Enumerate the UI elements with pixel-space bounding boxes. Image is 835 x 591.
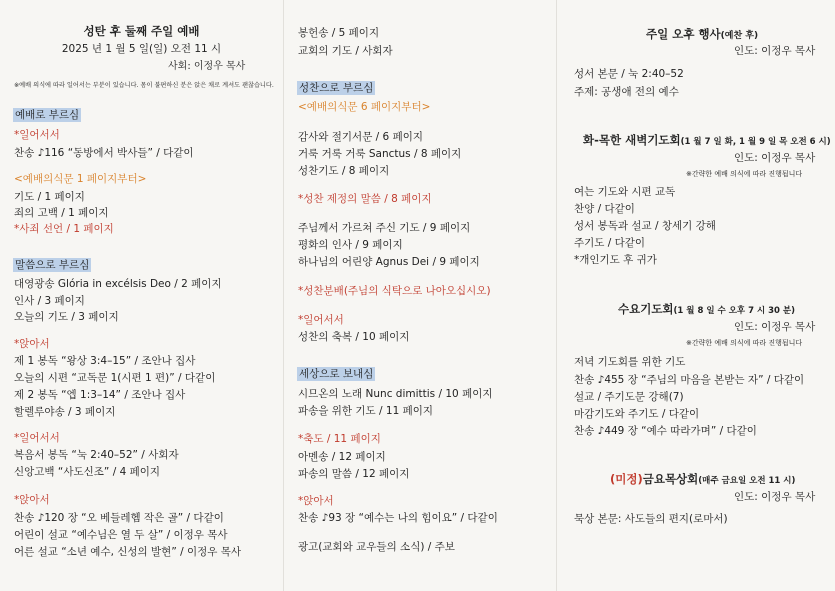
event-title: 화-목한 새벽기도회: [583, 133, 681, 147]
leader: 인도: 이정우 목사: [734, 45, 816, 57]
order-item: 제 1 봉독 “왕상 3:4–15” / 조안나 집사: [14, 355, 196, 367]
text-line: *개인기도 후 귀가: [574, 254, 657, 266]
text-line: 주기도 / 다같이: [574, 237, 646, 249]
order-item: 오늘의 시편 “교독문 1(시편 1 편)” / 다같이: [14, 372, 216, 384]
rubric: *일어서서: [14, 432, 60, 444]
order-item: 성찬기도 / 8 페이지: [298, 165, 390, 177]
order-item: 주님께서 가르쳐 주신 기도 / 9 페이지: [298, 222, 471, 234]
event-subtitle: (1 월 8 일 수 오후 7 시 30 분): [673, 306, 795, 316]
order-item: *사죄 선언 / 1 페이지: [14, 223, 114, 235]
order-item: *축도 / 11 페이지: [298, 433, 381, 445]
text-line: 성서 본문 / 눅 2:40–52: [574, 68, 684, 80]
presider: 사회: 이정우 목사: [168, 61, 246, 72]
event-subtitle: (예찬 후): [720, 31, 759, 41]
order-item: 대영광송 Glória in excélsis Deo / 2 페이지: [14, 278, 222, 290]
rubric: *앉아서: [298, 495, 334, 507]
event-subtitle: (1 월 7 일 화, 1 월 9 일 목 오전 6 시): [680, 137, 831, 147]
text-line: 여는 기도와 시편 교독: [574, 186, 676, 198]
event-heading: [610, 472, 795, 488]
announcements: 광고(교회와 교우들의 소식) / 주보: [298, 541, 455, 553]
hymn: 찬송 ♪455 장 “주님의 마음을 본받는 자” / 다같이: [574, 374, 805, 386]
event-title: 주일 오후 행사: [646, 27, 721, 41]
text-line: 성서 봉독과 설교 / 창세기 강해: [574, 220, 716, 232]
order-item: 파송의 말씀 / 12 페이지: [298, 468, 410, 480]
sermon-children: 어린이 설교 “예수님은 열 두 살” / 이정우 목사: [14, 529, 228, 541]
order-item: 교회의 기도 / 사회자: [298, 45, 393, 57]
event-title: 금요목상회: [642, 472, 699, 486]
event-title: 수요기도회: [618, 302, 674, 316]
order-item: 죄의 고백 / 1 페이지: [14, 207, 109, 219]
rubric: *일어서서: [298, 314, 344, 326]
order-item: 기도 / 1 페이지: [14, 191, 85, 203]
section-heading: 예배로 부르심: [15, 109, 80, 121]
rubric: *앉아서: [14, 494, 50, 506]
fold-line-2: [556, 0, 557, 591]
section-heading: 세상으로 보내심: [299, 368, 374, 380]
hymn: 찬송 ♪120 장 “오 베들레헴 작은 골” / 다같이: [14, 512, 224, 524]
order-item: 봉헌송 / 5 페이지: [298, 27, 380, 39]
order-item: 성찬의 축복 / 10 페이지: [298, 331, 410, 343]
order-item: 아멘송 / 12 페이지: [298, 451, 386, 463]
text-line: 찬양 / 다같이: [574, 203, 635, 215]
text-line: 묵상 본문: 사도들의 편지(로마서): [574, 513, 728, 525]
hymn: 찬송 ♪93 장 “예수는 나의 힘이요” / 다같이: [298, 512, 498, 524]
order-item: 오늘의 기도 / 3 페이지: [14, 311, 119, 323]
event-subtitle: (매주 금요일 오전 11 시): [698, 476, 796, 486]
liturgy-reference: <예배의식문 1 페이지부터>: [14, 173, 147, 185]
order-item: 하나님의 어린양 Agnus Dei / 9 페이지: [298, 256, 480, 268]
event-heading: [583, 133, 831, 149]
event-heading: [618, 302, 795, 318]
service-title: 성탄 후 둘째 주일 예배: [83, 24, 200, 38]
fold-line-1: [283, 0, 284, 591]
liturgy-reference: <예배의식문 6 페이지부터>: [298, 101, 431, 113]
text-line: 마감기도와 주기도 / 다같이: [574, 408, 700, 420]
event-heading: [646, 27, 758, 43]
sermon-adult: 어른 설교 “소년 예수, 신성의 발현” / 이정우 목사: [14, 546, 242, 558]
rubric: *앉아서: [14, 338, 50, 350]
order-item: 인사 / 3 페이지: [14, 295, 85, 307]
section-heading: 성찬으로 부르심: [299, 82, 374, 94]
order-item: 파송을 위한 기도 / 11 페이지: [298, 405, 434, 417]
notice: ※예배 의식에 따라 일어서는 부분이 있습니다. 몸이 불편하신 분은 앉은 채로 계셔도 괜찮습니다.: [14, 82, 274, 89]
order-item: 감사와 절기서문 / 6 페이지: [298, 131, 423, 143]
order-item: 시므온의 노래 Nunc dimittis / 10 페이지: [298, 388, 493, 400]
order-item: 신앙고백 “사도신조” / 4 페이지: [14, 466, 161, 478]
order-item: *성찬 제정의 말씀 / 8 페이지: [298, 193, 432, 205]
rubric: *일어서서: [14, 129, 60, 141]
section-heading: 말씀으로 부르심: [15, 259, 90, 271]
text-line: 설교 / 주기도문 강해(7): [574, 391, 684, 403]
order-item: 거룩 거룩 거룩 Sanctus / 8 페이지: [298, 148, 462, 160]
leader: 인도: 이정우 목사: [734, 321, 816, 333]
order-item: 제 2 봉독 “엡 1:3–14” / 조안나 집사: [14, 389, 186, 401]
leader: 인도: 이정우 목사: [734, 491, 816, 503]
leader: 인도: 이정우 목사: [734, 152, 816, 164]
order-item: 복음서 봉독 “눅 2:40–52” / 사회자: [14, 449, 179, 461]
text-line: 저녁 기도회를 위한 기도: [574, 356, 686, 368]
order-item: 할렐루야송 / 3 페이지: [14, 406, 116, 418]
event-tentative: (미정): [610, 472, 643, 486]
hymn: 찬송 ♪116 “동방에서 박사들” / 다같이: [14, 147, 194, 159]
text-line: 주제: 공생애 전의 예수: [574, 86, 679, 98]
notice: ※간략한 예배 의식에 따라 진행됩니다: [686, 170, 803, 178]
order-item: *성찬분배(주님의 식탁으로 나아오십시오): [298, 285, 491, 297]
order-item: 평화의 인사 / 9 페이지: [298, 239, 403, 251]
service-datetime: 2025 년 1 월 5 일(일) 오전 11 시: [61, 43, 222, 55]
hymn: 찬송 ♪449 장 “예수 따라가며” / 다같이: [574, 425, 757, 437]
notice: ※간략한 예배 의식에 따라 진행됩니다: [686, 339, 803, 347]
